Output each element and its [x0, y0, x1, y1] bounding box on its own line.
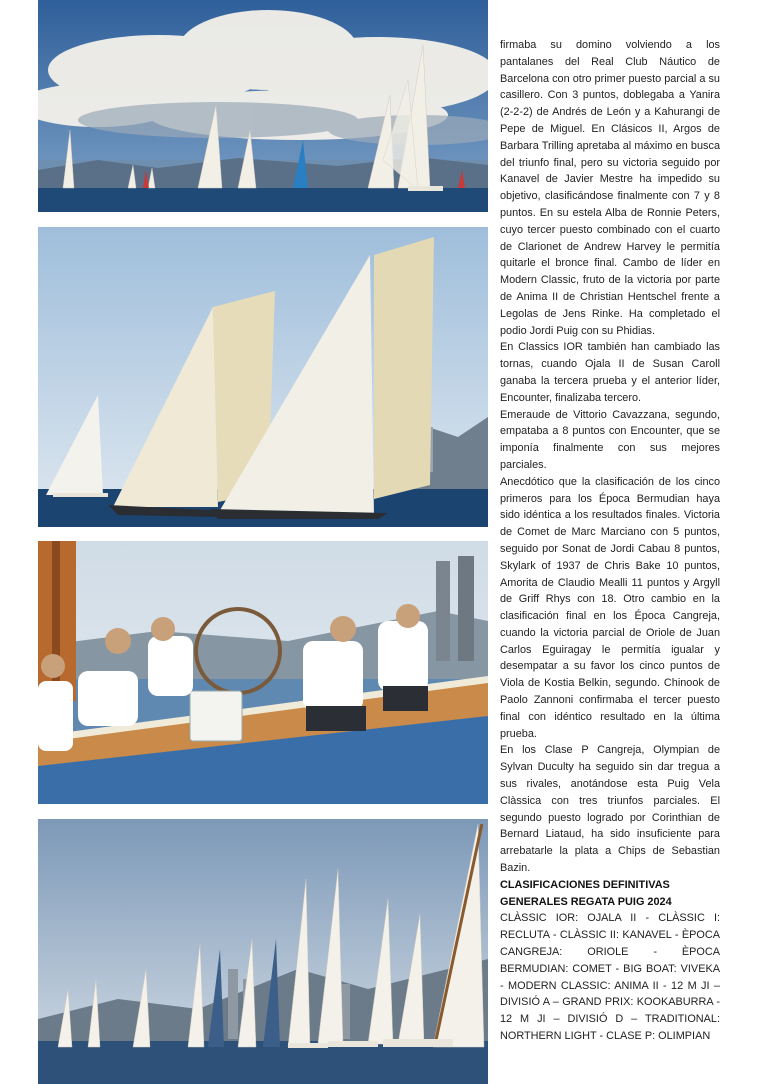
photo-regatta-fleet-clouds: [38, 0, 488, 212]
article-paragraph: firmaba su domino volviendo a los pantalanes del Real Club Náutico de Barcelona con otro primer puesto parcial a su casillero. Con 3 puntos, doblegaba a Yanira (2-2-2) de Andrés de León y a Kahurangi de Pepe de Miguel. En Clásicos II, Argos de Barbara Trilling apretaba al máximo en busca del triunfo final, pero su victoria seguido por Kanavel de Javier Mestre ha impedido su objetivo, clasificándose finalmente con 7 y 8 puntos. En su estela Alba de Ronnie Peters, cuyo tercer puesto combinado con el cuarto de Clarionet de Andrew Harvey le permitía quitarle el bronce final. Cambo de líder en Modern Classic, fruto de la victoria por parte de Anima II de Christian Hentschel frente a Legolas de Jens Rinke. Ha completado el podio Jordi Puig con su Phidias.: [500, 39, 720, 337]
article-text-column: [500, 37, 720, 1045]
photo-classic-yachts-sailing: [38, 227, 488, 527]
article-paragraph: Emeraude de Vittorio Cavazzana, segundo, empataba a 8 puntos con Encounter, que se imponía finalmente con sus mejores parciales.: [500, 408, 720, 471]
results-list: CLÀSSIC IOR: OJALA II - CLÀSSIC I: RECLUTA - CLÀSSIC II: KANAVEL - ÈPOCA CANGREJA: ORIOLE - ÈPOCA BERMUDIAN: COMET - BIG BOAT: VIVEKA - MODERN CLASSIC: ANIMA II - 12 M JI – DIVISIÓ A – GRAND PRIX: KOOKABURRA - 12 M JI – DIVISIÓ D – TRADITIONAL: NORTHERN LIGHT - CLASE P: OLIMPIAN: [500, 912, 720, 1043]
results-heading: CLASIFICACIONES DEFINITIVAS GENERALES REGATA PUIG 2024: [500, 878, 672, 908]
article-paragraph: En Classics IOR también han cambiado las tornas, cuando Ojala II de Susan Caroll ganaba la tercera prueba y el anterior líder, Encounter, finalizaba tercero.: [500, 341, 720, 404]
article-paragraph: En los Clase P Cangreja, Olympian de Sylvan Duculty ha seguido sin dar tregua a sus rivales, anotándose esta Puig Vela Clàssica con tres triunfos parciales. El segundo puesto logrado por Corinthian de Bernard Liataud, ha sido insuficiente para arrebatarle la plata a Chips de Sebastian Bazin.: [500, 744, 720, 875]
photo-crew-on-deck: [38, 541, 488, 804]
article-paragraph: Anecdótico que la clasificación de los cinco primeros para los Época Bermudian haya sido idéntica a los resultados finales. Victoria de Comet de Marc Marciano con 5 puntos, seguido por Sonat de Jordi Cabau 8 puntos, Skylark of 1937 de Chris Bake 10 puntos, Amorita de Claudio Mealli 11 puntos y Argyll de Griff Rhys con 18. Otro cambio en la clasificación final en los Época Cangreja, cuando la victoria parcial de Oriole de Juan Carlos Eguiragay le permitía igualar y desempatar a su favor los cinco puntos de Viola de Kostia Belkin, segundo. Chinook de Paolo Zannoni confirmaba el tercer puesto final con idéntico resultado en la última prueba.: [500, 475, 720, 740]
photo-fleet-skyline: [38, 819, 488, 1084]
